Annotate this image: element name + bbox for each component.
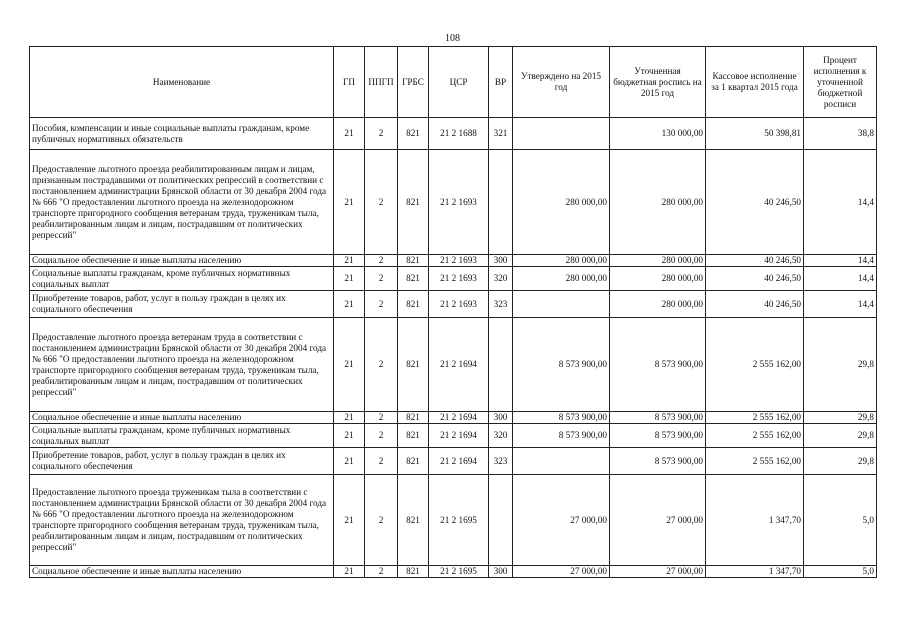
cell-ppgp: 2 [365,412,398,424]
cell-cash: 1 347,70 [706,475,804,566]
header-name: Наименование [30,47,334,118]
cell-vr [489,150,513,255]
cell-grbs: 821 [398,318,429,412]
cell-gp: 21 [334,118,365,150]
cell-approved [513,448,610,475]
cell-vr: 300 [489,255,513,267]
cell-approved: 280 000,00 [513,255,610,267]
cell-ppgp: 2 [365,318,398,412]
cell-vr: 320 [489,267,513,291]
cell-approved [513,291,610,318]
cell-cash: 40 246,50 [706,255,804,267]
header-percent: Процент исполнения к уточненной бюджетной росписи [804,47,877,118]
cell-percent: 29,8 [804,412,877,424]
cell-gp: 21 [334,412,365,424]
cell-csr: 21 2 1694 [429,412,489,424]
cell-name: Социальное обеспечение и иные выплаты населению [30,255,334,267]
cell-gp: 21 [334,267,365,291]
cell-csr: 21 2 1688 [429,118,489,150]
cell-approved: 27 000,00 [513,566,610,578]
cell-csr: 21 2 1694 [429,424,489,448]
cell-name: Социальные выплаты гражданам, кроме публичных нормативных социальных выплат [30,424,334,448]
cell-approved: 8 573 900,00 [513,412,610,424]
cell-gp: 21 [334,255,365,267]
table-row [30,118,877,150]
cell-vr: 323 [489,291,513,318]
table-row [30,412,877,424]
cell-csr: 21 2 1693 [429,267,489,291]
cell-percent: 29,8 [804,318,877,412]
cell-ppgp: 2 [365,448,398,475]
header-vr: ВР [489,47,513,118]
cell-cash: 2 555 162,00 [706,412,804,424]
table-header-row [30,47,877,118]
cell-gp: 21 [334,475,365,566]
cell-gp: 21 [334,291,365,318]
cell-approved: 8 573 900,00 [513,318,610,412]
cell-csr: 21 2 1693 [429,291,489,318]
cell-percent: 29,8 [804,448,877,475]
cell-grbs: 821 [398,150,429,255]
cell-ppgp: 2 [365,424,398,448]
cell-grbs: 821 [398,118,429,150]
cell-name: Социальные выплаты гражданам, кроме публичных нормативных социальных выплат [30,267,334,291]
cell-grbs: 821 [398,566,429,578]
cell-percent: 29,8 [804,424,877,448]
cell-name: Социальное обеспечение и иные выплаты населению [30,566,334,578]
cell-csr: 21 2 1693 [429,150,489,255]
cell-ppgp: 2 [365,475,398,566]
cell-percent: 14,4 [804,291,877,318]
cell-name: Предоставление льготного проезда реабилитированным лицам и лицам, признанным пострадавшими от политических репрессий в соответствии с постановлением администрации Брянской области от 30 декабря 2004 года № 666 "О предоставлении льготного проезда на железнодорожном транспорте пригородного сообщения ветеранам труда, труженикам тыла, реабилитированным лицам и лицам, пострадавшим от политических репрессий" [30,150,334,255]
cell-percent: 38,8 [804,118,877,150]
cell-name: Социальное обеспечение и иные выплаты населению [30,412,334,424]
cell-approved: 280 000,00 [513,267,610,291]
table-row [30,255,877,267]
header-refined: Уточненная бюджетная роспись на 2015 год [610,47,706,118]
cell-vr [489,318,513,412]
cell-cash: 40 246,50 [706,267,804,291]
cell-name: Предоставление льготного проезда труженикам тыла в соответствии с постановлением администрации Брянской области от 30 декабря 2004 года № 666 "О предоставлении льготного проезда на железнодорожном транспорте пригородного сообщения ветеранам труда, труженикам тыла, реабилитированным лицам и лицам, пострадавшим от политических репрессий" [30,475,334,566]
cell-grbs: 821 [398,412,429,424]
cell-vr [489,475,513,566]
cell-refined: 130 000,00 [610,118,706,150]
cell-grbs: 821 [398,255,429,267]
cell-csr: 21 2 1694 [429,448,489,475]
cell-refined: 280 000,00 [610,150,706,255]
cell-ppgp: 2 [365,118,398,150]
cell-vr: 300 [489,412,513,424]
cell-refined: 8 573 900,00 [610,424,706,448]
cell-cash: 40 246,50 [706,150,804,255]
cell-ppgp: 2 [365,566,398,578]
cell-name: Приобретение товаров, работ, услуг в пользу граждан в целях их социального обеспечения [30,291,334,318]
header-approved: Утверждено на 2015 год [513,47,610,118]
cell-grbs: 821 [398,424,429,448]
table-row [30,291,877,318]
cell-percent: 14,4 [804,267,877,291]
cell-gp: 21 [334,150,365,255]
cell-gp: 21 [334,424,365,448]
cell-refined: 27 000,00 [610,566,706,578]
cell-csr: 21 2 1693 [429,255,489,267]
cell-gp: 21 [334,318,365,412]
cell-refined: 280 000,00 [610,291,706,318]
cell-name: Пособия, компенсации и иные социальные выплаты гражданам, кроме публичных нормативных обязательств [30,118,334,150]
cell-approved [513,118,610,150]
table-row [30,475,877,566]
cell-approved: 280 000,00 [513,150,610,255]
cell-gp: 21 [334,448,365,475]
cell-name: Приобретение товаров, работ, услуг в пользу граждан в целях их социального обеспечения [30,448,334,475]
cell-refined: 8 573 900,00 [610,412,706,424]
cell-ppgp: 2 [365,267,398,291]
cell-percent: 14,4 [804,255,877,267]
cell-cash: 50 398,81 [706,118,804,150]
cell-approved: 27 000,00 [513,475,610,566]
cell-refined: 27 000,00 [610,475,706,566]
cell-refined: 280 000,00 [610,267,706,291]
cell-refined: 8 573 900,00 [610,448,706,475]
page-number: 108 [445,33,460,44]
cell-cash: 40 246,50 [706,291,804,318]
cell-refined: 280 000,00 [610,255,706,267]
cell-vr: 323 [489,448,513,475]
cell-vr: 320 [489,424,513,448]
cell-percent: 5,0 [804,566,877,578]
table-row [30,318,877,412]
cell-ppgp: 2 [365,291,398,318]
header-gp: ГП [334,47,365,118]
header-cash: Кассовое исполнение за 1 квартал 2015 года [706,47,804,118]
cell-csr: 21 2 1695 [429,566,489,578]
cell-cash: 2 555 162,00 [706,318,804,412]
table-row [30,424,877,448]
header-grbs: ГРБС [398,47,429,118]
cell-cash: 2 555 162,00 [706,424,804,448]
header-ppgp: ППГП [365,47,398,118]
cell-gp: 21 [334,566,365,578]
cell-approved: 8 573 900,00 [513,424,610,448]
cell-csr: 21 2 1695 [429,475,489,566]
cell-vr: 300 [489,566,513,578]
cell-grbs: 821 [398,448,429,475]
cell-grbs: 821 [398,475,429,566]
header-csr: ЦСР [429,47,489,118]
budget-table [29,46,877,578]
cell-name: Предоставление льготного проезда ветеранам труда в соответствии с постановлением администрации Брянской области от 30 декабря 2004 года № 666 "О предоставлении льготного проезда на железнодорожном транспорте пригородного сообщения ветеранам труда, труженикам тыла, реабилитированным лицам и лицам, пострадавшим от политических репрессий" [30,318,334,412]
cell-cash: 1 347,70 [706,566,804,578]
cell-percent: 5,0 [804,475,877,566]
cell-percent: 14,4 [804,150,877,255]
table-row [30,150,877,255]
cell-grbs: 821 [398,291,429,318]
table-row [30,448,877,475]
cell-refined: 8 573 900,00 [610,318,706,412]
cell-grbs: 821 [398,267,429,291]
table-row [30,267,877,291]
cell-cash: 2 555 162,00 [706,448,804,475]
cell-csr: 21 2 1694 [429,318,489,412]
cell-ppgp: 2 [365,150,398,255]
table-row [30,566,877,578]
cell-vr: 321 [489,118,513,150]
cell-ppgp: 2 [365,255,398,267]
